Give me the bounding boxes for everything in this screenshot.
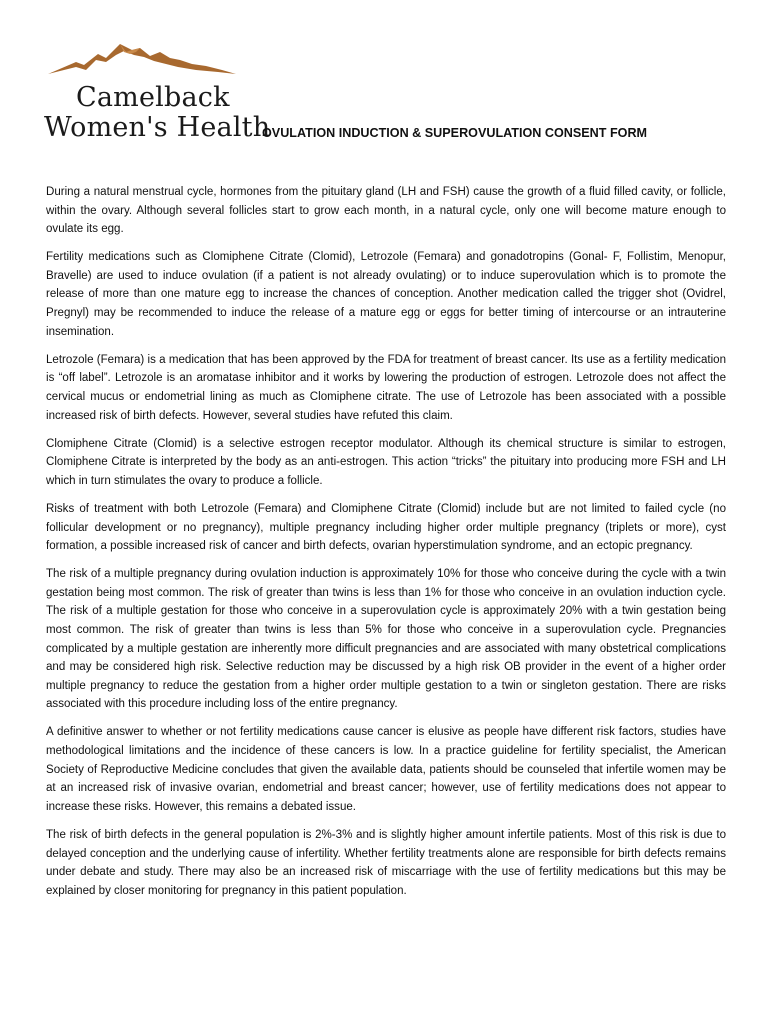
paragraph-fertility-medications: Fertility medications such as Clomiphene Citrate (Clomid), Letrozole (Femara) and gonadotropins (Gonal- F, Follistim, Menopur, Bravelle) are used to induce ovulation (if a patient is not already ovulating) or to induce superovulation which is to promote the release of more than one mature egg to increase the chances of conception. Another medication called the trigger shot (Ovidrel, Pregnyl) may be recommended to induce the release of a mature egg or eggs for better timing of intercourse or an intrauterine insemination. (46, 251, 726, 338)
consent-body (46, 183, 726, 910)
paragraph-clomiphene: Clomiphene Citrate (Clomid) is a selective estrogen receptor modulator. Although its chemical structure is similar to estrogen, Clomiphene Citrate is interpreted by the body as an anti-estrogen. This action “tricks” the pituitary into producing more FSH and LH which in turn stimulates the ovary to produce a follicle. (46, 437, 726, 487)
mountain-range-icon (46, 40, 238, 80)
paragraph-birth-defects: The risk of birth defects in the general population is 2%-3% and is slightly higher amount infertile patients. Most of this risk is due to delayed conception and the underlying cause of infertility. Whether fertility treatments alone are responsible for birth defects remains under debate and study. There may also be an increased risk of miscarriage with the use of fertility medications but this may be explained by closer monitoring for pregnancy in this patient population. (46, 828, 726, 897)
logo-text-womens-health: Women's Health (44, 112, 271, 143)
logo-text-camelback: Camelback (76, 82, 230, 113)
paragraph-multiple-pregnancy: The risk of a multiple pregnancy during ovulation induction is approximately 10% for those who conceive during the cycle with a twin gestation being most common. The risk of greater than twins is less than 1% for those who conceive in an ovulation induction cycle. The risk of a multiple gestation for those who conceive in a superovulation cycle is approximately 20% with a twin gestation being most common. The risk of greater than twins is less than 5% for those who conceive in a superovulation cycle. Pregnancies complicated by a multiple gestation are inherently more difficult pregnancies and are associated with many obstetrical complications and may be considered high risk. Selective reduction may be discussed by a high risk OB provider in the event of a higher order multiple pregnancy to reduce the gestation from a higher order multiple gestation to a twin or singleton gestation. There are risks associated with this procedure including loss of the entire pregnancy. (46, 568, 726, 711)
paragraph-letrozole: Letrozole (Femara) is a medication that has been approved by the FDA for treatment of breast cancer. Its use as a fertility medication is “off label”. Letrozole is an aromatase inhibitor and it works by lowering the production of estrogen. Letrozole does not affect the cervical mucus or endometrial lining as much as Clomiphene citrate. The use of Letrozole has been associated with a possible increased risk of birth defects. However, several studies have refuted this claim. (46, 353, 726, 422)
page-title: OVULATION INDUCTION & SUPEROVULATION CONSENT FORM (262, 126, 648, 140)
paragraph-natural-cycle: During a natural menstrual cycle, hormones from the pituitary gland (LH and FSH) cause the growth of a fluid filled cavity, or follicle, within the ovary. Although several follicles start to grow each month, in a natural cycle, only one will become mature enough to ovulate its egg. (46, 186, 726, 236)
paragraph-risks: Risks of treatment with both Letrozole (Femara) and Clomiphene Citrate (Clomid) include but are not limited to failed cycle (no follicular development or no pregnancy), multiple pregnancy including higher order multiple pregnancy (triplets or more), cyst formation, a possible increased risk of cancer and birth defects, ovarian hyperstimulation syndrome, and an ectopic pregnancy. (46, 502, 726, 553)
clinic-logo (44, 40, 271, 150)
paragraph-cancer-risk: A definitive answer to whether or not fertility medications cause cancer is elusive as people have different risk factors, studies have methodological limitations and the incidence of these cancers is low. In a practice guideline for fertility specialist, the American Society of Reproductive Medicine concludes that given the available data, patients should be counseled that infertile women may be at an increased risk of invasive ovarian, endometrial and breast cancer; however, use of fertility medications does not appear to increase these risks. However, this remains a debated issue. (46, 726, 726, 813)
